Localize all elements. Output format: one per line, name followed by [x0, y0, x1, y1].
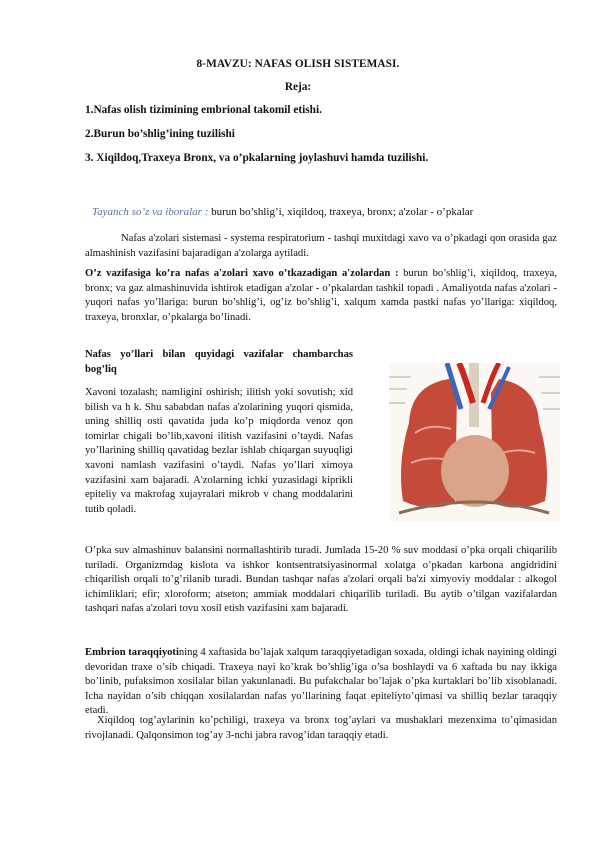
tasks-paragraph [85, 267, 557, 325]
gas-exchange-paragraph: O’pka suv almashinuv balansini normallashtirib turadi. Jumlada 15-20 % suv moddasi o’pka orqali chiqarilib turiladi. Organizmdag kislota va ishkor kontsentratsiyasinormal xolatga o’pkadan karbona angidridini chiqarilish orqali to’g’rilanib turadi. Bundan tashqar nafas a'zolari orqali ba'zi ximyoviy moddalar : alkogol ichimliklari; efir; xloroform; atseton; ammiak moddalari chiqarilib turiladi. Bu aytib o’tilgan vazifalardan tashqari nafas a'zolari tovu xosil etish vazifasini xam bajaradi. [85, 545, 557, 615]
page-title: 8-MAVZU: NAFAS OLISH SISTEMASI. [196, 58, 400, 70]
plan-item: 2.Burun bo’shlig’ining tuzilishi [85, 128, 235, 140]
embryo-lead: Embrion taraqqiyoti [85, 647, 179, 658]
plan-item: 1.Nafas olish tizimining embrional takomil etishi. [85, 104, 322, 116]
intro-paragraph [85, 232, 557, 261]
column-paragraph: Xavoni tozalash; namligini oshirish; ilitish yoki sovutish; xid bilish va h k. Shu sababdan nafas a'zolarining yuqori qismida, uning shilliq osti qavatida juda ko’p miqdorda venoz qon tomirlar chigali bo’lib,xavoni ilitish vazifasini o’taydi. Nafas yo’llarining shilliq qavatidag bezlar ishlab chiqargan suyuqligi xavoni namlash vazifasini o’taydi. Nafas yo’llari ximoya vazifasini xam bajaradi. A'zolarning ichki yuzasidagi kiprikli epiteliy va makrofag xujayralari mikrob v chang moddalarini tutib qoladi. [85, 387, 353, 515]
keywords-label: Tayanch so’z va iboralar : [92, 206, 209, 218]
lungs-anatomy-illustration [389, 363, 560, 521]
keywords-text: burun bo’shlig’i, xiqildoq, traxeya, bronx; a'zolar - o’pkalar [211, 206, 474, 218]
tasks-text: burun bo’shlig’i, xiqildoq, traxeya, bronx; va gaz almashinuvida ishtirok etadigan a'zolar - o’pkalardan tashkil topadi . Amaliyotda nafas a'zolari - yuqori nafas yo’llariga: burun bo’shlig’i, og’iz bo’shlig’i, xalqum xamda pastki nafas yo’llariga: xiqildoq, traxeya, bronxlar, o’pkalarga bo’linadi. [85, 268, 557, 323]
column-heading: Nafas yo’llari bilan quyidagi vazifalar chambarchas bog’liq [85, 349, 353, 375]
last-text: Xiqildoq tog’aylarinin ko’pchiligi, traxeya va bronx tog’aylari va mushaklari mezenxima to’qimasidan rivojlanadi. Qalqonsimon tog’ay 3-nchi jabra ravog’idan taraqqiy etadi. [85, 715, 557, 741]
heart [441, 435, 509, 507]
embryo-text: ning 4 xaftasida bo’lajak xalqum taraqqiyetadigan soxada, oldingi ichak nayining oldingi devoridan traxe o’sib chiqadi. Traxeya nayi ko’krak bo’shlig’iga o’sa boshlaydi va 6 xaftada bu nay ikkiga bo’linib, pufaksimon xosilalar bilan yakunlanadi. Bu pufakchalar bo’lajak o’pka kurtaklari bo’lib xisoblanadi. Icha nayidan o’sib chiqqan xosilalardan nafas yo’llarining faqat epiteliyto’qimasi va shilliq bezlar taraqqiy etadi. [85, 647, 557, 717]
intro-text: Nafas a'zolari sistemasi - systema respiratorium - tashqi muxitdagi xavo va o’pkadagi qon orasida gaz almashinish vazifasini bajaradigan a'zolarga aytiladi. [85, 233, 557, 259]
tasks-lead: O’z vazifasiga ko’ra nafas a'zolari xavo o’tkazadigan a'zolardan : [85, 268, 399, 279]
keywords-line [92, 206, 473, 218]
plan-heading: Reja: [284, 81, 312, 93]
embryo-paragraph [85, 646, 557, 719]
plan-item: 3. Xiqildoq,Traxeya Bronx, va o’pkalarning joylashuvi hamda tuzilishi. [85, 152, 429, 164]
last-paragraph [85, 714, 557, 743]
